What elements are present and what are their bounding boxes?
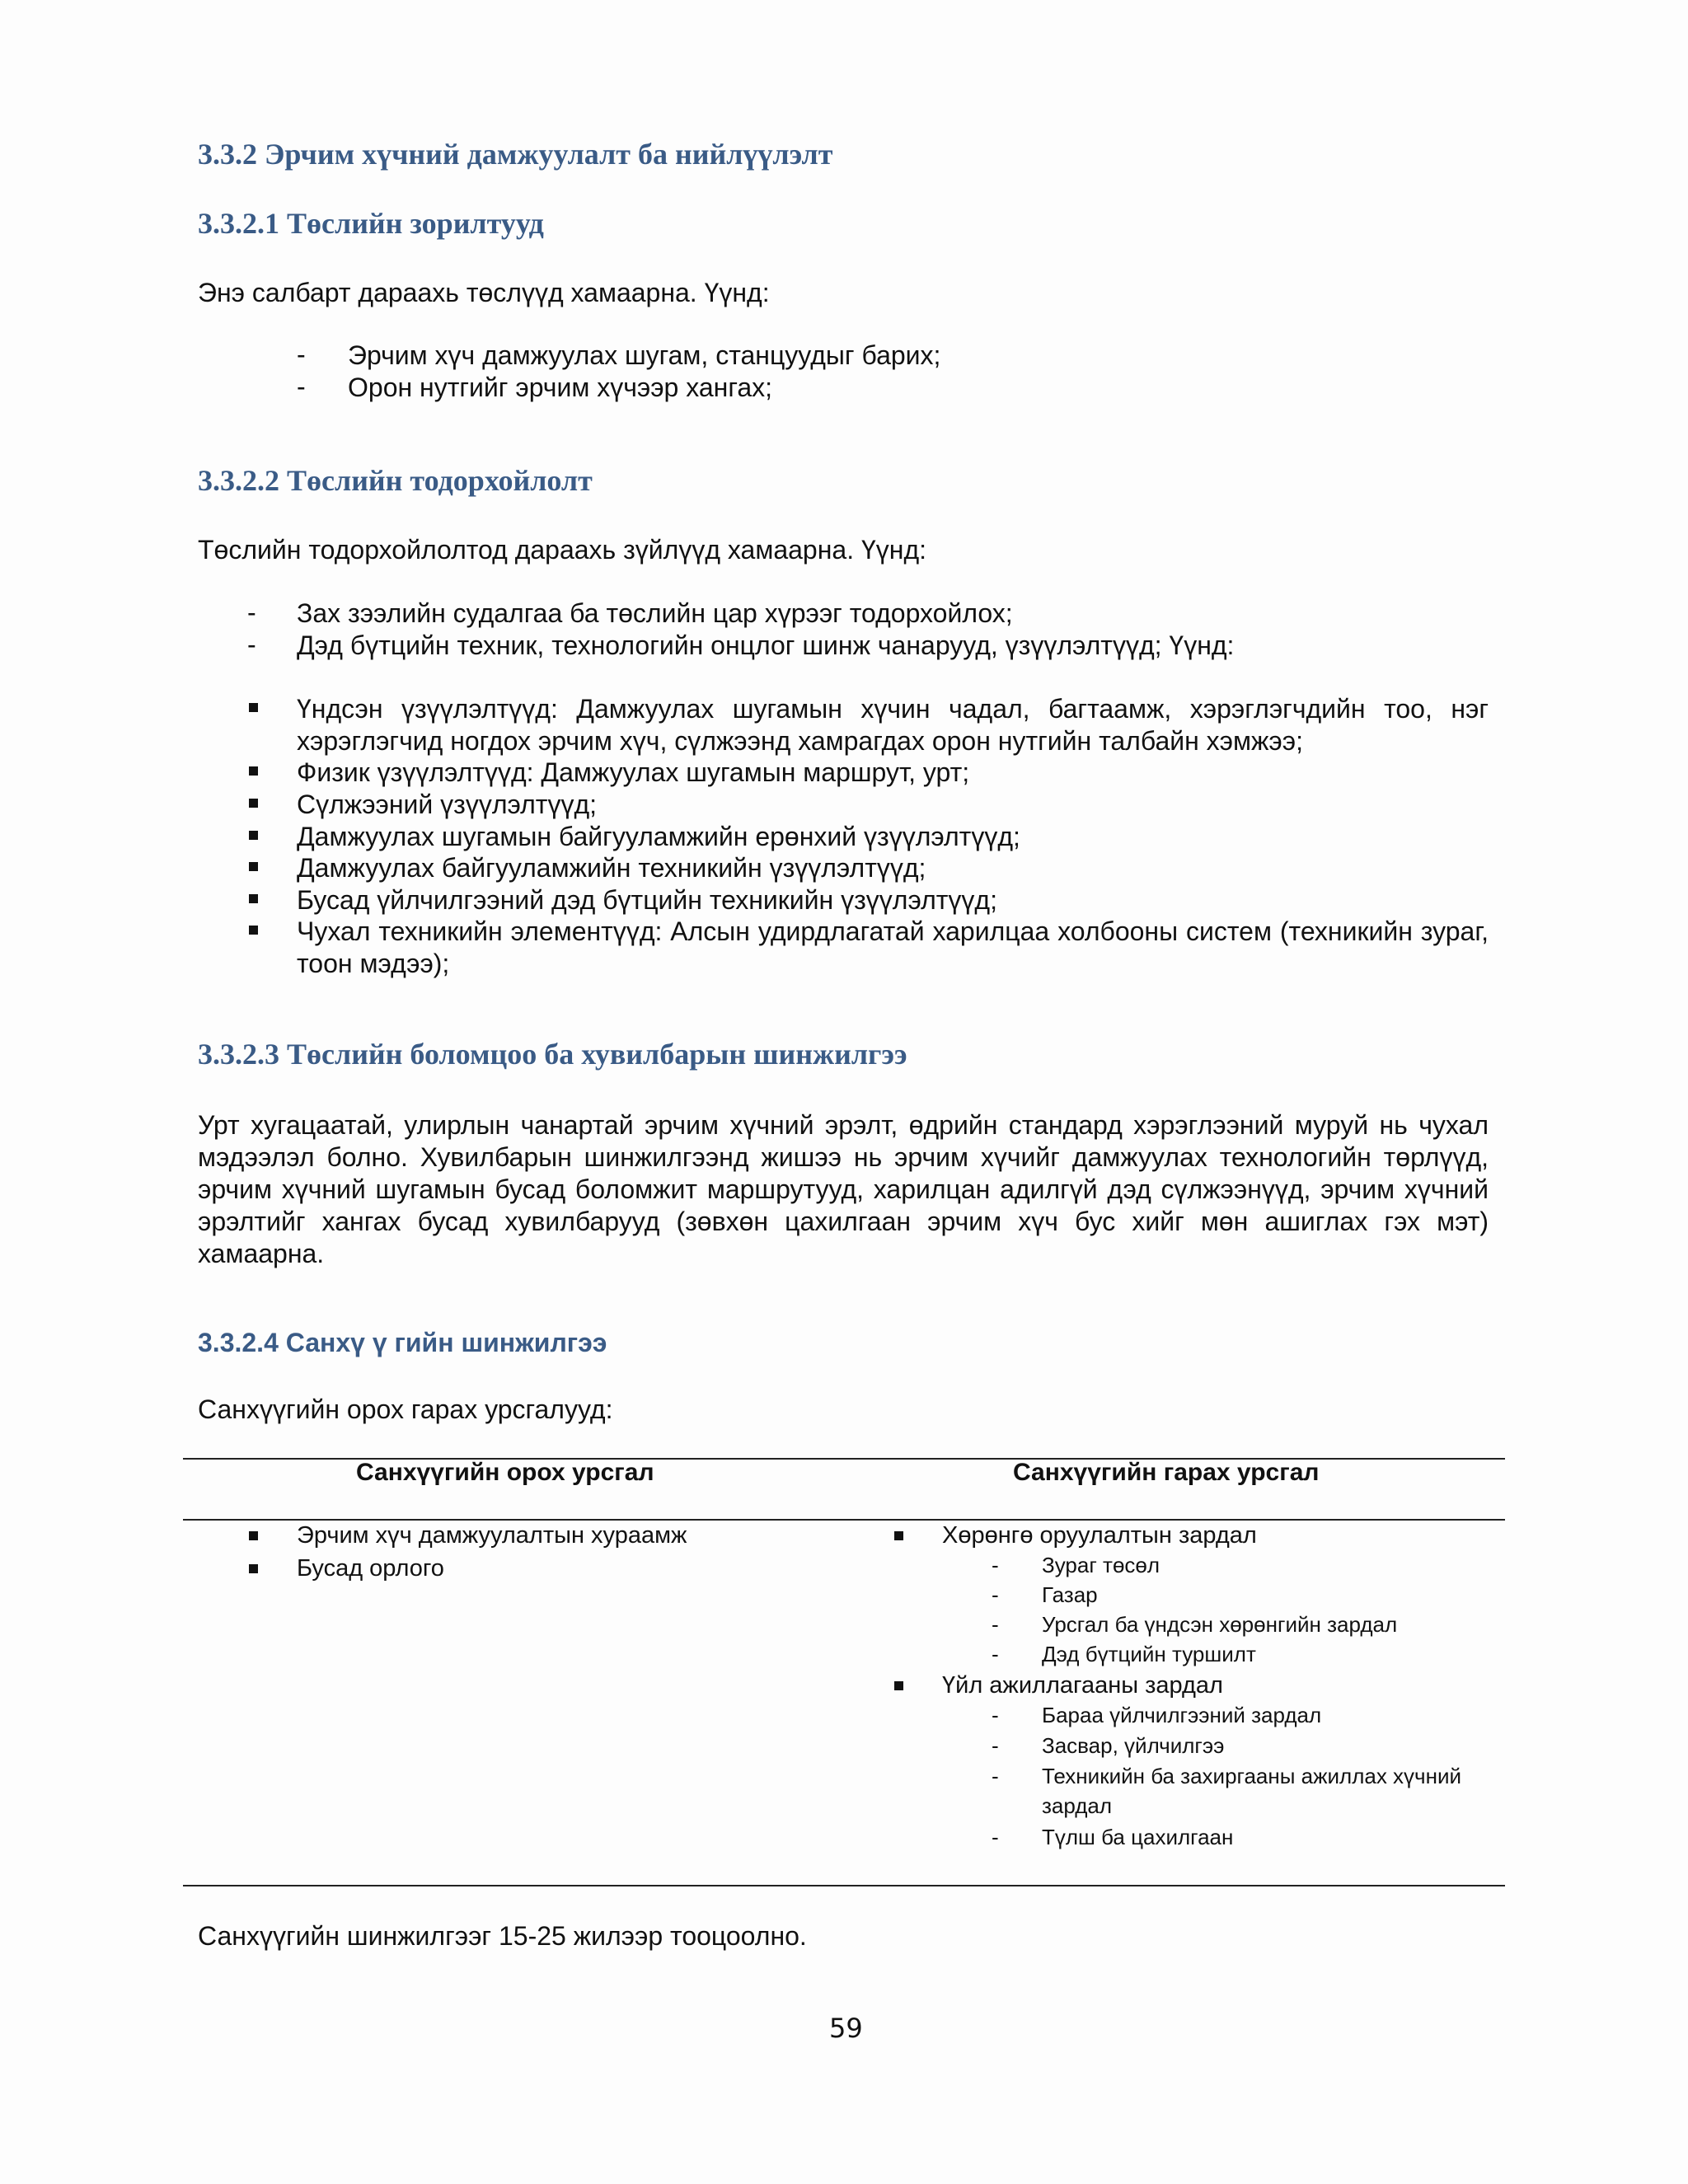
dash-marker: - <box>992 1582 999 1607</box>
column-header-outflow: Санхүүгийн гарах урсгал <box>1013 1459 1320 1486</box>
dash-marker: - <box>247 630 256 659</box>
description-dash-item: Дэд бүтцийн техник, технологийн онцлог шинж чанарууд, үзүүлэлтүүд; Үүнд: <box>297 630 1235 660</box>
bullet-square <box>249 894 258 903</box>
bullet-square <box>249 1564 258 1573</box>
bullet-square <box>249 703 258 712</box>
outflow-subitem: Түлш ба цахилгаан <box>1042 1825 1234 1849</box>
inflow-item: Бусад орлого <box>297 1555 444 1582</box>
dash-marker: - <box>992 1764 999 1788</box>
final-paragraph: Санхүүгийн шинжилгээг 15-25 жилээр тооцоолно. <box>198 1921 807 1951</box>
description-bullet-item: Физик үзүүлэлтүүд: Дамжуулах шугамын маршрут, урт; <box>297 757 970 787</box>
heading-3-3-2-4: 3.3.2.4 Санхү ү гийн шинжилгээ <box>198 1328 607 1357</box>
column-header-inflow: Санхүүгийн орох урсгал <box>356 1459 654 1486</box>
bullet-square <box>249 766 258 776</box>
heading-3-3-2-1: 3.3.2.1 Төслийн зорилтууд <box>198 207 544 240</box>
page-number: 59 <box>829 2013 863 2044</box>
heading-3-3-2: 3.3.2 Эрчим хүчний дамжуулалт ба нийлүүлэлт <box>198 138 833 171</box>
table-bottom-rule <box>183 1885 1505 1886</box>
outflow-subitem: Дэд бүтцийн туршилт <box>1042 1642 1256 1666</box>
description-dash-item: Зах зээлийн судалгаа ба төслийн цар хүрээг тодорхойлох; <box>297 598 1013 628</box>
heading-3-3-2-3: 3.3.2.3 Төслийн боломцоо ба хувилбарын шинжилгээ <box>198 1038 907 1071</box>
paragraph-3-3-2-3: Урт хугацаатай, улирлын чанартай эрчим хүчний эрэлт, өдрийн стандард хэрэглээний муруй нь чухал мэдээлэл болно. Хувилбарын шинжилгээнд жишээ нь эрчим хүчийг дамжуулах технологийн төрлүүд, эрчим хүчний шугамын бусад боломжит маршрутууд, харилцан адилгүй дэд сүлжээнүүд, эрчим хүчний эрэлтийг хангах бусад хувилбарууд (зөвхөн цахилгаан эрчим хүч бус хийг мөн ашиглах гэх мэт) хамаарна. <box>198 1110 1489 1268</box>
dash-marker: - <box>297 372 306 401</box>
dash-marker: - <box>992 1703 999 1727</box>
inflow-item: Эрчим хүч дамжуулалтын хураамж <box>297 1522 687 1549</box>
outflow-subitem: Бараа үйлчилгээний зардал <box>1042 1703 1322 1727</box>
dash-marker: - <box>297 340 306 369</box>
outflow-subitem: Газар <box>1042 1582 1098 1607</box>
dash-marker: - <box>992 1612 999 1637</box>
table-header-rule <box>183 1519 1505 1521</box>
description-bullet-item: Сүлжээний үзүүлэлтүүд; <box>297 790 598 819</box>
goal-item: Эрчим хүч дамжуулах шугам, станцуудыг барих; <box>348 340 941 370</box>
outflow-subitem: Техникийн ба захиргааны ажиллах хүчний зардал <box>1042 1764 1461 1818</box>
bullet-square <box>249 1531 258 1540</box>
bullet-square <box>249 862 258 871</box>
bullet-square <box>249 831 258 840</box>
description-bullet-item: Бусад үйлчилгээний дэд бүтцийн техникийн үзүүлэлтүүд; <box>297 885 997 915</box>
bullet-square <box>249 926 258 935</box>
outflow-group-opex: Үйл ажиллагааны зардал <box>942 1672 1223 1699</box>
dash-marker: - <box>992 1553 999 1577</box>
description-bullet-item: Дамжуулах шугамын байгууламжийн ерөнхий үзүүлэлтүүд; <box>297 822 1020 851</box>
dash-marker: - <box>992 1825 999 1849</box>
description-bullet-item: Дамжуулах байгууламжийн техникийн үзүүлэлтүүд; <box>297 853 926 883</box>
outflow-subitem: Зураг төсөл <box>1042 1553 1160 1577</box>
dash-marker: - <box>992 1642 999 1666</box>
heading-3-3-2-2: 3.3.2.2 Төслийн тодорхойлолт <box>198 464 593 497</box>
bullet-square <box>249 799 258 808</box>
intro-paragraph-2: Төслийн тодорхойлолтод дараахь зүйлүүд хамаарна. Үүнд: <box>198 535 926 565</box>
dash-marker: - <box>992 1733 999 1758</box>
outflow-subitem: Урсгал ба үндсэн хөрөнгийн зардал <box>1042 1612 1398 1637</box>
outflow-group-capex: Хөрөнгө оруулалтын зардал <box>942 1522 1257 1549</box>
bullet-square <box>894 1531 903 1540</box>
description-bullet-item: Чухал техникийн элементүүд: Алсын удирдлагатай харилцаа холбооны систем (техникийн зураг, тоон мэдээ); <box>297 916 1489 978</box>
outflow-subitem: Засвар, үйлчилгээ <box>1042 1733 1225 1758</box>
intro-paragraph-4: Санхүүгийн орох гарах урсгалууд: <box>198 1394 613 1424</box>
description-bullet-item: Үндсэн үзүүлэлтүүд: Дамжуулах шугамын хүчин чадал, багтаамж, хэрэглэгчдийн тоо, нэг хэрэглэгчид ногдох эрчим хүч, сүлжээнд хамрагдах орон нутгийн талбайн хэмжээ; <box>297 694 1489 756</box>
bullet-square <box>894 1681 903 1690</box>
intro-paragraph-1: Энэ салбарт дараахь төслүүд хамаарна. Үүнд: <box>198 278 770 307</box>
goal-item: Орон нутгийг эрчим хүчээр хангах; <box>348 373 772 402</box>
dash-marker: - <box>247 598 256 627</box>
